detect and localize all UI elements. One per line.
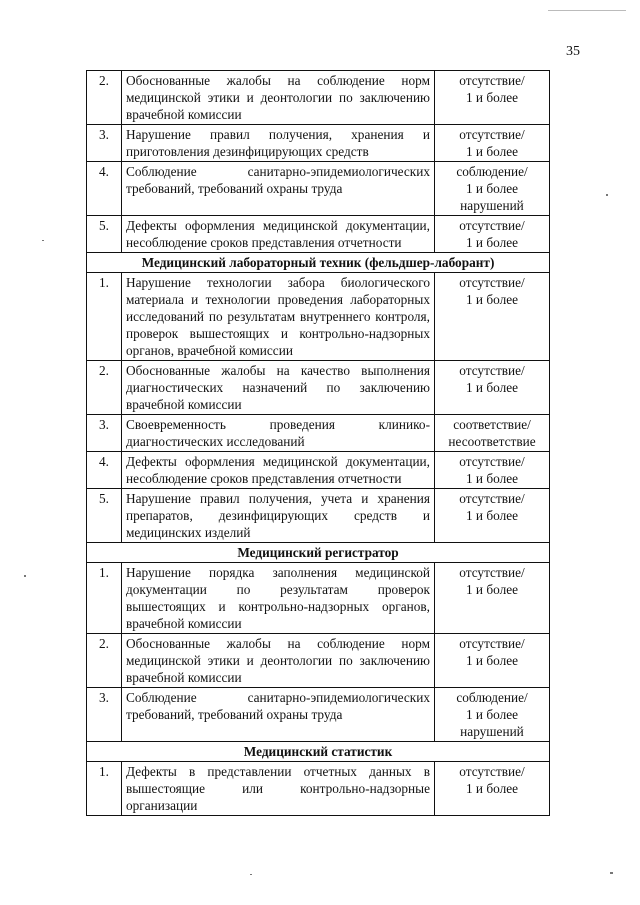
criterion-value: [435, 489, 550, 543]
value-line: отсутствие/: [459, 73, 525, 88]
criterion-value: [435, 273, 550, 361]
scan-top-mark: [548, 10, 626, 11]
criterion-description: Дефекты оформления медицинской документации, несоблюдение сроков представления отчетности: [122, 452, 435, 489]
section-header-row: [87, 543, 550, 563]
scan-speck: [250, 874, 252, 875]
value-line: нарушений: [460, 198, 524, 213]
criterion-description: Своевременность проведения клинико-диагностических исследований: [122, 415, 435, 452]
criterion-value: [435, 762, 550, 816]
section-title: Медицинский лабораторный техник (фельдшер-лаборант): [87, 253, 550, 273]
criterion-description: Нарушение правил получения, учета и хранения препаратов, дезинфицирующих средств и медицинских изделий: [122, 489, 435, 543]
criterion-value: [435, 71, 550, 125]
criterion-value: [435, 125, 550, 162]
section-title: Медицинский регистратор: [87, 543, 550, 563]
table-row: [87, 216, 550, 253]
criterion-value: [435, 415, 550, 452]
table-row: [87, 563, 550, 634]
value-line: соблюдение/: [456, 164, 528, 179]
value-line: отсутствие/: [459, 636, 525, 651]
value-line: отсутствие/: [459, 363, 525, 378]
item-number: 3.: [87, 415, 122, 452]
section-header-row: [87, 742, 550, 762]
value-line: соблюдение/: [456, 690, 528, 705]
criterion-description: Обоснованные жалобы на соблюдение норм медицинской этики и деонтологии по заключению врачебной комиссии: [122, 71, 435, 125]
table-row: [87, 162, 550, 216]
criterion-value: [435, 688, 550, 742]
table-row: [87, 361, 550, 415]
value-line: 1 и более: [465, 380, 519, 395]
criterion-value: [435, 563, 550, 634]
value-line: 1 и более: [465, 707, 519, 722]
table-row: [87, 415, 550, 452]
value-line: отсутствие/: [459, 127, 525, 142]
value-line: 1 и более: [465, 471, 519, 486]
criterion-value: [435, 162, 550, 216]
criterion-value: [435, 216, 550, 253]
criterion-value: [435, 361, 550, 415]
criteria-table-body: [87, 71, 550, 816]
criterion-description: Нарушение технологии забора биологического материала и технологии проведения лабораторных исследований по результатам внутреннего контроля, проверок вышестоящих и контрольно-надзорных органов, врачебной комиссии: [122, 273, 435, 361]
table-row: [87, 71, 550, 125]
criterion-description: Дефекты в представлении отчетных данных в вышестоящие или контрольно-надзорные организации: [122, 762, 435, 816]
value-line: отсутствие/: [459, 218, 525, 233]
table-row: [87, 273, 550, 361]
table-row: [87, 125, 550, 162]
value-line: соответствие/: [453, 417, 531, 432]
value-line: 1 и более: [465, 292, 519, 307]
value-line: 1 и более: [465, 508, 519, 523]
criterion-description: Соблюдение санитарно-эпидемиологических требований, требований охраны труда: [122, 162, 435, 216]
value-line: 1 и более: [465, 653, 519, 668]
criterion-description: Дефекты оформления медицинской документации, несоблюдение сроков представления отчетности: [122, 216, 435, 253]
value-line: отсутствие/: [459, 764, 525, 779]
criterion-value: [435, 452, 550, 489]
item-number: 5.: [87, 216, 122, 253]
item-number: 3.: [87, 688, 122, 742]
value-line: нарушений: [460, 724, 524, 739]
scan-speck: [610, 872, 613, 874]
value-line: 1 и более: [465, 582, 519, 597]
scan-speck: [42, 240, 44, 241]
criteria-table: [86, 70, 550, 816]
section-header-row: [87, 253, 550, 273]
item-number: 2.: [87, 361, 122, 415]
item-number: 1.: [87, 762, 122, 816]
value-line: отсутствие/: [459, 275, 525, 290]
page-number: 35: [566, 44, 580, 59]
value-line: отсутствие/: [459, 454, 525, 469]
value-line: 1 и более: [465, 781, 519, 796]
table-row: [87, 634, 550, 688]
item-number: 3.: [87, 125, 122, 162]
value-line: 1 и более: [465, 181, 519, 196]
item-number: 5.: [87, 489, 122, 543]
section-title: Медицинский статистик: [87, 742, 550, 762]
item-number: 1.: [87, 563, 122, 634]
item-number: 1.: [87, 273, 122, 361]
item-number: 2.: [87, 634, 122, 688]
value-line: 1 и более: [465, 144, 519, 159]
criterion-description: Обоснованные жалобы на соблюдение норм медицинской этики и деонтологии по заключению врачебной комиссии: [122, 634, 435, 688]
value-line: 1 и более: [465, 90, 519, 105]
item-number: 4.: [87, 162, 122, 216]
criterion-description: Нарушение правил получения, хранения и приготовления дезинфицирующих средств: [122, 125, 435, 162]
scan-speck: [606, 194, 608, 196]
criterion-description: Нарушение порядка заполнения медицинской документации по результатам проверок вышестоящих и контрольно-надзорных органов, врачебной комиссии: [122, 563, 435, 634]
table-row: [87, 489, 550, 543]
criterion-value: [435, 634, 550, 688]
value-line: отсутствие/: [459, 491, 525, 506]
criterion-description: Соблюдение санитарно-эпидемиологических требований, требований охраны труда: [122, 688, 435, 742]
value-line: несоответствие: [448, 434, 536, 449]
item-number: 4.: [87, 452, 122, 489]
scan-speck: [24, 575, 26, 577]
table-row: [87, 762, 550, 816]
table-row: [87, 688, 550, 742]
table-row: [87, 452, 550, 489]
value-line: 1 и более: [465, 235, 519, 250]
value-line: отсутствие/: [459, 565, 525, 580]
item-number: 2.: [87, 71, 122, 125]
criterion-description: Обоснованные жалобы на качество выполнения диагностических назначений по заключению врачебной комиссии: [122, 361, 435, 415]
